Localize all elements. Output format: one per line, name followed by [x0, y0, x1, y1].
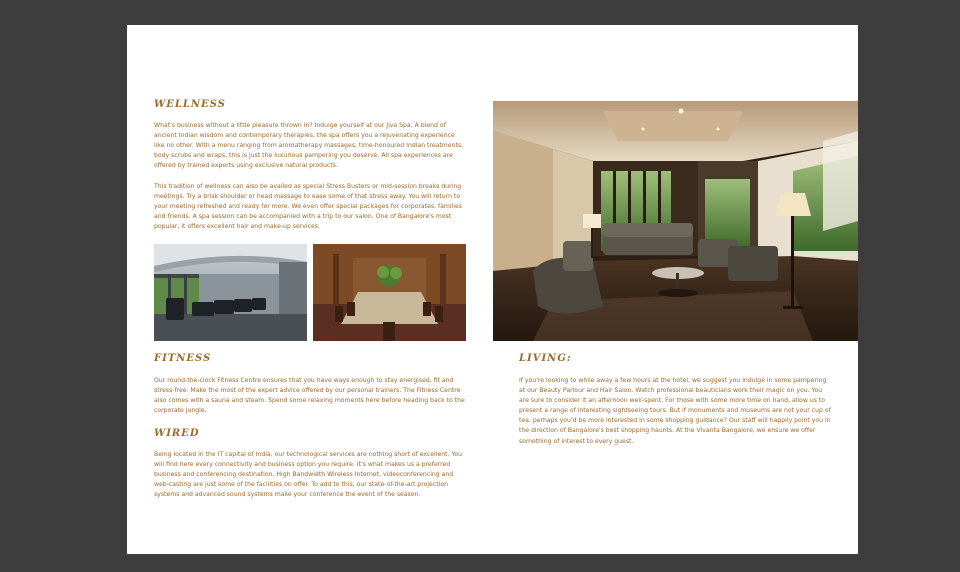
brochure-page — [127, 25, 858, 554]
wellness-heading: WELLNESS — [154, 99, 226, 110]
fitness-heading: FITNESS — [154, 353, 212, 364]
wellness-paragraph-2: This tradition of wellness can also be availed as special Stress Busters or mid-session breaks during meetings. Try a brisk shoulder or head massage to ease some of that stress away. You will return to your meeting refreshed and ready for more. We even offer special packages for corporates, families and friends. A spa session can be accompanied with a trip to our salon. One of Bangalore's most popular, it offers excellent hair and make-up services. — [154, 183, 462, 231]
wired-paragraph: Being located in the IT capital of India, our technological services are nothing short of excellent. You will find here every connectivity and business option you require. It's what makes us a preferred business and conferencing destination. High Bandwidth Wireless Internet, videoconferencing and web-casting are just some of the facilities on offer. To add to this, our state-of-the-art projection systems and advanced sound systems make your conference the event of the season. — [154, 451, 463, 499]
wired-heading: WIRED — [154, 428, 200, 439]
fitness-paragraph: Our round-the-clock Fitness Centre ensures that you have ways enough to stay energised, fit and stress-free. Make the most of the expert advice offered by our personal trainers. The Fitness Centre also comes with a sauna and steam. Spend some relaxing moments here before heading back to the corporate jungle. — [154, 377, 465, 415]
gym-photo — [154, 244, 307, 341]
wellness-paragraph-1: What's business without a little pleasure thrown in? Indulge yourself at our Jiva Spa. A blend of ancient Indian wisdom and contemporary therapies, the spa offers you a rejuvenating experience like no other. With a menu ranging from aromatherapy massages, time-honoured Indian treatments, body scrubs and wraps, this is just the luxurious pampering you deserve. All spa experiences are offered by trained experts using exclusive natural products. — [154, 122, 464, 170]
living-heading: LIVING: — [519, 353, 572, 364]
lobby-lounge-photo — [493, 101, 858, 341]
living-paragraph: If you're looking to while away a few hours at the hotel, we suggest you indulge in some pampering at our Beauty Parlour and Hair Salon. Watch professional beauticians work their magic on you. You are sure to consider it an afternoon well-spent. For those with some more time on hand, allow us to present a range of interesting sightseeing tours. But if monuments and museums are not your cup of tea, perhaps you'd be more interested in some shopping guidance? Our staff will happily point you in the direction of Bangalore's best shopping haunts. At the Vivanta Bangalore, we ensure we offer something of interest to every guest. — [519, 377, 831, 445]
conference-room-photo — [313, 244, 466, 341]
